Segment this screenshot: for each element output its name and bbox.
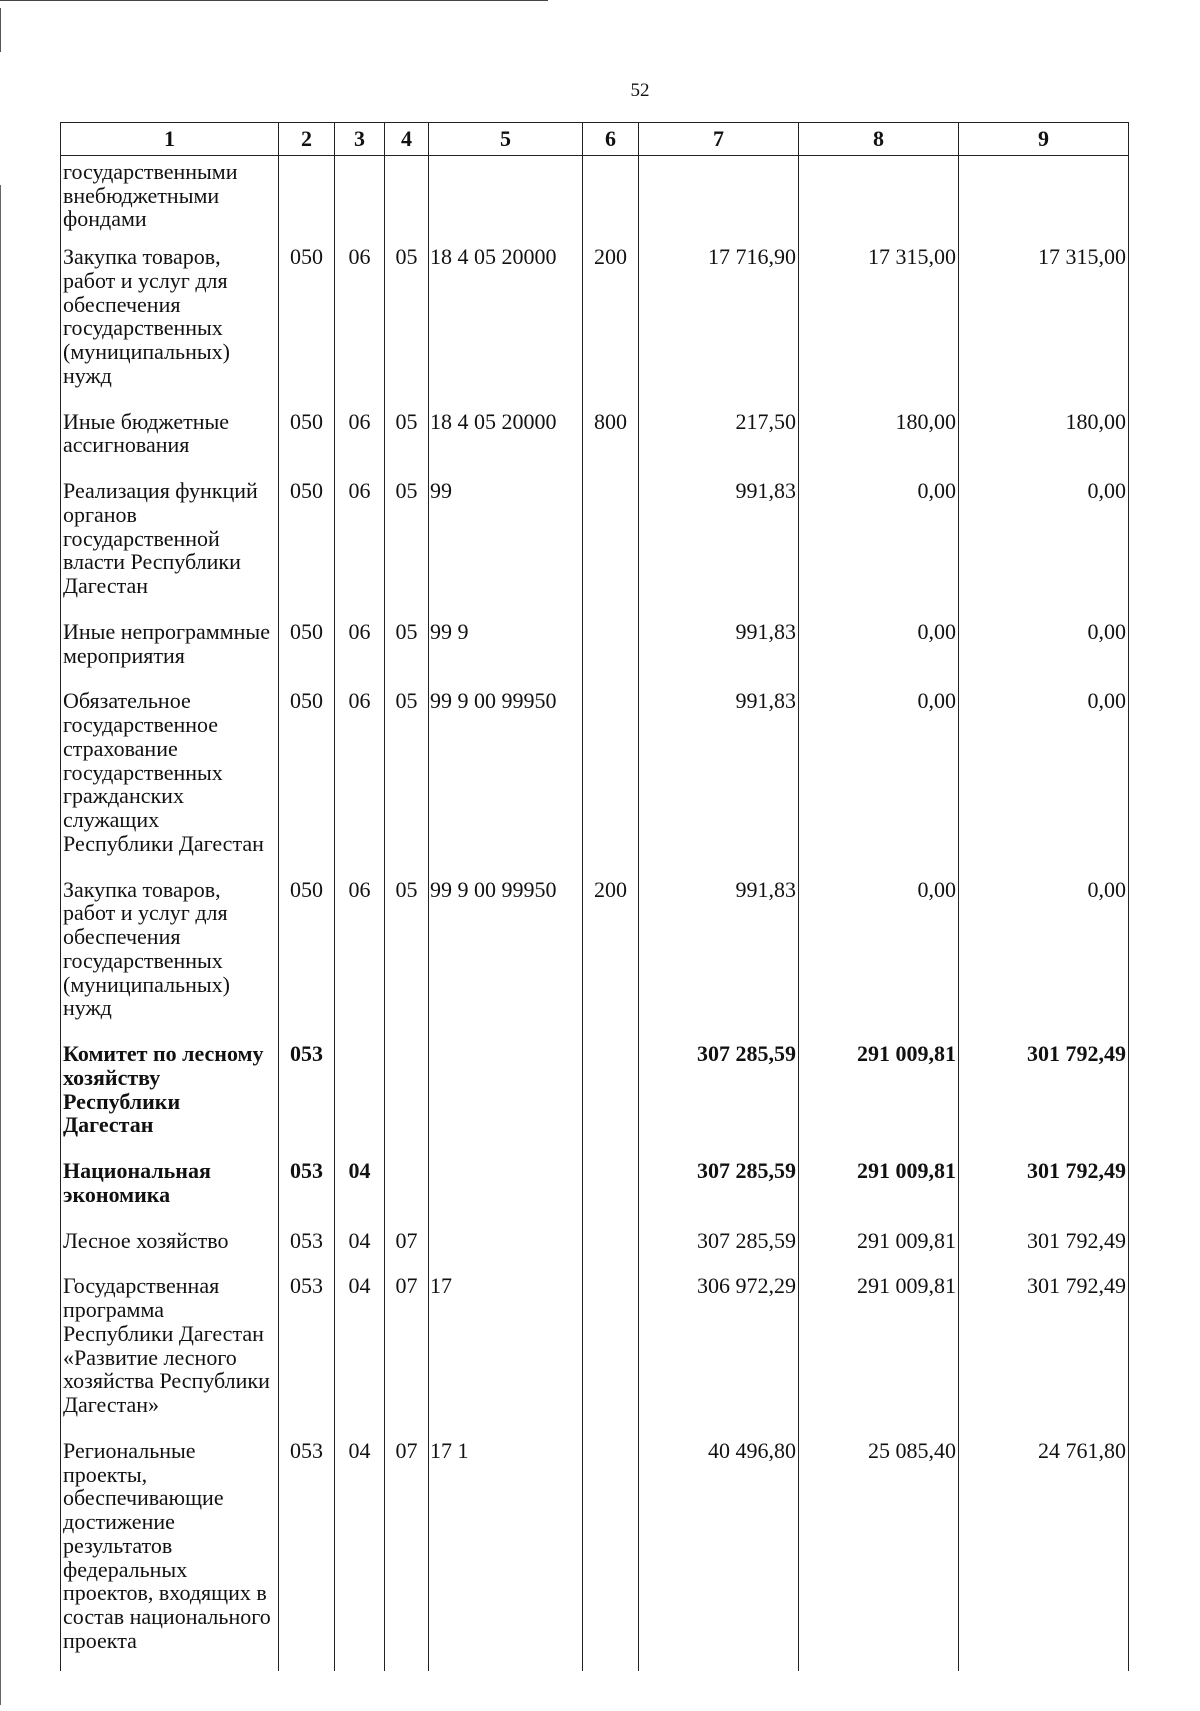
cell-amount-year-3: 0,00 [959,685,1129,873]
cell-expense-type [583,155,639,241]
cell-expense-type [583,616,639,686]
column-header-2: 2 [279,123,335,156]
cell-ministry-code: 053 [279,1155,335,1225]
column-header-9: 9 [959,123,1129,156]
cell-expense-type [583,1038,639,1155]
cell-target-article [429,155,583,241]
cell-amount-year-1: 991,83 [639,475,799,616]
budget-table-container [60,122,1128,1671]
table-row [61,241,1129,406]
cell-section: 06 [335,616,385,686]
cell-section: 04 [335,1435,385,1671]
table-row [61,616,1129,686]
cell-amount-year-3: 301 792,49 [959,1038,1129,1155]
row-name: Закупка товаров, работ и услуг для обеспечения государственных (муниципальных) нужд [61,241,279,406]
cell-amount-year-3 [959,155,1129,241]
cell-target-article [429,1155,583,1225]
cell-amount-year-2: 0,00 [799,475,959,616]
cell-ministry-code: 053 [279,1270,335,1435]
cell-amount-year-2: 291 009,81 [799,1225,959,1271]
cell-expense-type: 200 [583,874,639,1039]
cell-target-article [429,1225,583,1271]
cell-amount-year-2: 291 009,81 [799,1270,959,1435]
row-name: Региональные проекты, обеспечивающие достижение результатов федеральных проектов, входящих в состав национального проекта [61,1435,279,1671]
cell-ministry-code [279,155,335,241]
column-header-8: 8 [799,123,959,156]
cell-section: 04 [335,1270,385,1435]
cell-amount-year-1: 217,50 [639,406,799,476]
cell-expense-type: 800 [583,406,639,476]
cell-expense-type: 200 [583,241,639,406]
row-name: государственными внебюджетными фондами [61,155,279,241]
cell-ministry-code: 050 [279,241,335,406]
column-header-3: 3 [335,123,385,156]
cell-section: 06 [335,406,385,476]
cell-ministry-code: 053 [279,1225,335,1271]
cell-section [335,155,385,241]
cell-ministry-code: 053 [279,1435,335,1671]
cell-subsection: 05 [385,616,429,686]
cell-amount-year-2: 0,00 [799,685,959,873]
cell-section: 06 [335,685,385,873]
cell-subsection [385,1038,429,1155]
cell-amount-year-1: 307 285,59 [639,1038,799,1155]
cell-amount-year-1: 17 716,90 [639,241,799,406]
cell-subsection: 05 [385,475,429,616]
cell-ministry-code: 050 [279,685,335,873]
row-name: Иные бюджетные ассигнования [61,406,279,476]
cell-expense-type [583,1155,639,1225]
table-row [61,685,1129,873]
cell-amount-year-2: 0,00 [799,874,959,1039]
cell-amount-year-1 [639,155,799,241]
cell-amount-year-1: 991,83 [639,685,799,873]
table-row [61,1225,1129,1271]
cell-amount-year-3: 17 315,00 [959,241,1129,406]
cell-ministry-code: 050 [279,874,335,1039]
cell-expense-type [583,1435,639,1671]
cell-section: 04 [335,1155,385,1225]
column-header-4: 4 [385,123,429,156]
cell-subsection: 07 [385,1270,429,1435]
cell-amount-year-2: 180,00 [799,406,959,476]
table-row [61,475,1129,616]
cell-target-article: 99 9 00 99950 [429,685,583,873]
column-header-6: 6 [583,123,639,156]
table-row [61,1155,1129,1225]
cell-expense-type [583,475,639,616]
cell-section [335,1038,385,1155]
cell-subsection: 05 [385,241,429,406]
row-name: Обязательное государственное страхование государственных гражданских служащих Республики Дагестан [61,685,279,873]
cell-amount-year-3: 301 792,49 [959,1225,1129,1271]
cell-ministry-code: 050 [279,406,335,476]
cell-ministry-code: 053 [279,1038,335,1155]
column-header-7: 7 [639,123,799,156]
cell-expense-type [583,685,639,873]
cell-amount-year-2 [799,155,959,241]
budget-table [60,122,1129,1671]
table-row [61,155,1129,241]
cell-amount-year-2: 17 315,00 [799,241,959,406]
cell-expense-type [583,1270,639,1435]
scan-edge-left [0,185,1,1705]
cell-subsection: 05 [385,874,429,1039]
cell-amount-year-2: 25 085,40 [799,1435,959,1671]
cell-amount-year-3: 301 792,49 [959,1155,1129,1225]
cell-target-article: 17 1 [429,1435,583,1671]
row-name: Реализация функций органов государственной власти Республики Дагестан [61,475,279,616]
cell-expense-type [583,1225,639,1271]
cell-subsection [385,155,429,241]
cell-subsection: 05 [385,685,429,873]
scan-edge-top [0,0,548,1]
page-number: 52 [630,80,650,101]
cell-target-article: 99 [429,475,583,616]
row-name: Государственная программа Республики Дагестан «Развитие лесного хозяйства Республики Дагестан» [61,1270,279,1435]
table-body [61,155,1129,1670]
cell-amount-year-2: 0,00 [799,616,959,686]
cell-ministry-code: 050 [279,616,335,686]
row-name: Национальная экономика [61,1155,279,1225]
row-name: Лесное хозяйство [61,1225,279,1271]
table-row [61,406,1129,476]
table-row [61,1270,1129,1435]
cell-target-article: 99 9 00 99950 [429,874,583,1039]
table-header-row [61,123,1129,156]
column-header-5: 5 [429,123,583,156]
cell-amount-year-3: 0,00 [959,874,1129,1039]
row-name: Иные непрограммные мероприятия [61,616,279,686]
cell-amount-year-2: 291 009,81 [799,1155,959,1225]
cell-target-article: 99 9 [429,616,583,686]
table-row [61,1038,1129,1155]
cell-section: 06 [335,874,385,1039]
cell-target-article: 18 4 05 20000 [429,241,583,406]
cell-section: 04 [335,1225,385,1271]
cell-amount-year-3: 180,00 [959,406,1129,476]
cell-amount-year-3: 301 792,49 [959,1270,1129,1435]
cell-amount-year-1: 306 972,29 [639,1270,799,1435]
cell-subsection: 05 [385,406,429,476]
cell-ministry-code: 050 [279,475,335,616]
cell-amount-year-1: 991,83 [639,874,799,1039]
row-name: Закупка товаров, работ и услуг для обеспечения государственных (муниципальных) нужд [61,874,279,1039]
cell-amount-year-3: 0,00 [959,616,1129,686]
cell-target-article [429,1038,583,1155]
row-name: Комитет по лесному хозяйству Республики Дагестан [61,1038,279,1155]
cell-amount-year-1: 307 285,59 [639,1155,799,1225]
cell-amount-year-1: 991,83 [639,616,799,686]
cell-target-article: 18 4 05 20000 [429,406,583,476]
cell-target-article: 17 [429,1270,583,1435]
cell-amount-year-1: 307 285,59 [639,1225,799,1271]
cell-amount-year-3: 0,00 [959,475,1129,616]
scan-mark [0,8,1,52]
cell-amount-year-1: 40 496,80 [639,1435,799,1671]
table-row [61,874,1129,1039]
table-row [61,1435,1129,1671]
cell-subsection [385,1155,429,1225]
column-header-1: 1 [61,123,279,156]
cell-subsection: 07 [385,1435,429,1671]
cell-section: 06 [335,241,385,406]
cell-section: 06 [335,475,385,616]
cell-amount-year-3: 24 761,80 [959,1435,1129,1671]
cell-subsection: 07 [385,1225,429,1271]
cell-amount-year-2: 291 009,81 [799,1038,959,1155]
